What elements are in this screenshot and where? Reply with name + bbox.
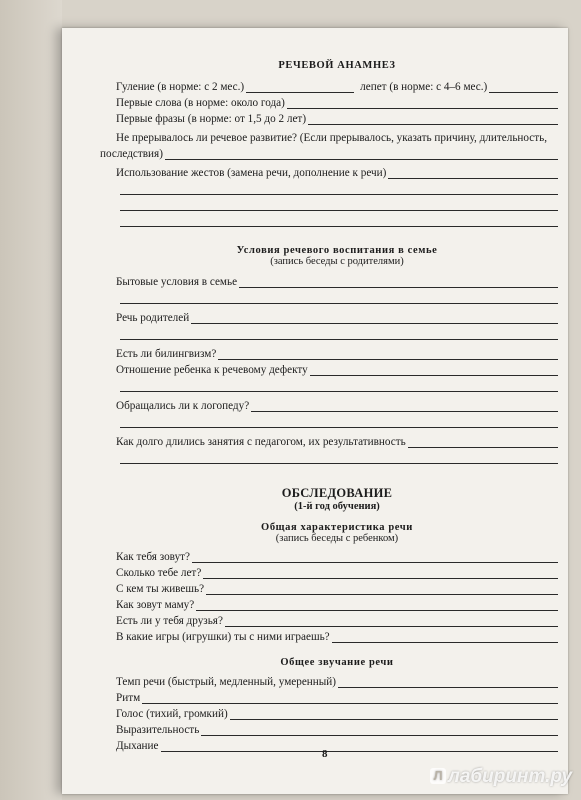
interrupted-row: [116, 128, 558, 144]
bilingualism-label: Есть ли билингвизм?: [116, 348, 217, 360]
labirint-watermark: [430, 766, 572, 788]
duration-extra-line[interactable]: [116, 448, 558, 464]
interrupted-label: Не прерывалось ли речевое развитие? (Если прерывалось, указать причину, длительность,: [116, 132, 548, 144]
family-title: Условия речевого воспитания в семье: [236, 245, 438, 256]
gestures-extra-line-2[interactable]: [116, 195, 558, 211]
consequences-row: [100, 144, 558, 160]
attitude-row: [116, 360, 558, 376]
q4-field[interactable]: [196, 599, 558, 611]
first-phrases-label: Первые фразы (в норме: от 1,5 до 2 лет): [116, 113, 307, 125]
parents-speech-label: Речь родителей: [116, 312, 190, 324]
expressiveness-field[interactable]: [201, 724, 558, 736]
cooing-field[interactable]: [246, 81, 354, 93]
exam-title: ОБСЛЕДОВАНИЕ: [281, 486, 393, 500]
q1-label: Как тебя зовут?: [116, 551, 191, 563]
speech-therapist-label: Обращались ли к логопеду?: [116, 400, 250, 412]
expressiveness-row: [116, 720, 558, 736]
rhythm-label: Ритм: [116, 692, 141, 704]
bilingualism-row: [116, 344, 558, 360]
breathing-label: Дыхание: [116, 740, 159, 752]
expressiveness-label: Выразительность: [116, 724, 200, 736]
speech-therapist-extra-line[interactable]: [116, 412, 558, 428]
voice-field[interactable]: [230, 708, 558, 720]
watermark-text: лабиринт.ру: [448, 766, 573, 787]
speech-therapist-row: [116, 396, 558, 412]
q2-field[interactable]: [203, 567, 558, 579]
parents-speech-extra-line[interactable]: [116, 324, 558, 340]
gestures-row: [116, 163, 558, 179]
cooing-row: [116, 77, 558, 93]
book-spine-shadow: [0, 0, 62, 800]
voice-label: Голос (тихий, громкий): [116, 708, 228, 720]
consequences-field[interactable]: [165, 148, 558, 160]
q6-row: [116, 627, 558, 643]
gestures-extra-line-1[interactable]: [116, 179, 558, 195]
tempo-row: [116, 672, 558, 688]
q1-row: [116, 547, 558, 563]
anamnesis-title: РЕЧЕВОЙ АНАМНЕЗ: [278, 60, 396, 71]
living-label: Бытовые условия в семье: [116, 276, 238, 288]
exam-subtitle: (1-й год обучения): [294, 501, 380, 512]
attitude-label: Отношение ребенка к речевому дефекту: [116, 364, 308, 376]
rhythm-row: [116, 688, 558, 704]
duration-field[interactable]: [408, 436, 558, 448]
q2-row: [116, 563, 558, 579]
gestures-extra-line-3[interactable]: [116, 211, 558, 227]
first-phrases-field[interactable]: [308, 113, 558, 125]
q6-field[interactable]: [332, 631, 558, 643]
first-phrases-row: [116, 109, 558, 125]
q4-label: Как зовут маму?: [116, 599, 195, 611]
babble-field[interactable]: [489, 81, 558, 93]
q3-row: [116, 579, 558, 595]
first-words-field[interactable]: [287, 97, 558, 109]
attitude-field[interactable]: [310, 364, 558, 376]
rhythm-field[interactable]: [142, 692, 558, 704]
q3-field[interactable]: [206, 583, 558, 595]
q4-row: [116, 595, 558, 611]
q5-label: Есть ли у тебя друзья?: [116, 615, 223, 627]
living-extra-line[interactable]: [116, 288, 558, 304]
breathing-field[interactable]: [161, 740, 559, 752]
labirint-logo-icon: Л: [430, 768, 446, 784]
duration-label: Как долго длились занятия с педагогом, их результативность: [116, 436, 406, 448]
parents-speech-row: [116, 308, 558, 324]
tempo-field[interactable]: [338, 676, 558, 688]
q6-label: В какие игры (игрушки) ты с ними играешь?: [116, 631, 330, 643]
cooing-label: Гуление (в норме: с 2 мес.): [116, 81, 245, 93]
page-number: 8: [322, 748, 328, 760]
q3-label: С кем ты живешь?: [116, 583, 205, 595]
gestures-field[interactable]: [388, 167, 558, 179]
q2-label: Сколько тебе лет?: [116, 567, 202, 579]
first-words-row: [116, 93, 558, 109]
family-subtitle: (запись беседы с родителями): [270, 256, 404, 267]
living-row: [116, 272, 558, 288]
bilingualism-field[interactable]: [218, 348, 558, 360]
tempo-label: Темп речи (быстрый, медленный, умеренный): [116, 676, 337, 688]
form-content: [100, 58, 558, 752]
attitude-extra-line[interactable]: [116, 376, 558, 392]
living-field[interactable]: [239, 276, 558, 288]
duration-row: [116, 432, 558, 448]
gestures-label: Использование жестов (замена речи, дополнение к речи): [116, 167, 387, 179]
q1-field[interactable]: [192, 551, 558, 563]
sound-title: Общее звучание речи: [280, 657, 394, 668]
first-words-label: Первые слова (в норме: около года): [116, 97, 285, 109]
parents-speech-field[interactable]: [191, 312, 558, 324]
q5-field[interactable]: [225, 615, 558, 627]
speech-therapist-field[interactable]: [251, 400, 558, 412]
voice-row: [116, 704, 558, 720]
general-title: Общая характеристика речи: [261, 522, 413, 533]
general-subtitle: (запись беседы с ребенком): [275, 533, 399, 544]
babble-label: лепет (в норме: с 4–6 мес.): [360, 81, 488, 93]
consequences-label: последствия): [100, 148, 163, 160]
q5-row: [116, 611, 558, 627]
breathing-row: [116, 736, 558, 752]
